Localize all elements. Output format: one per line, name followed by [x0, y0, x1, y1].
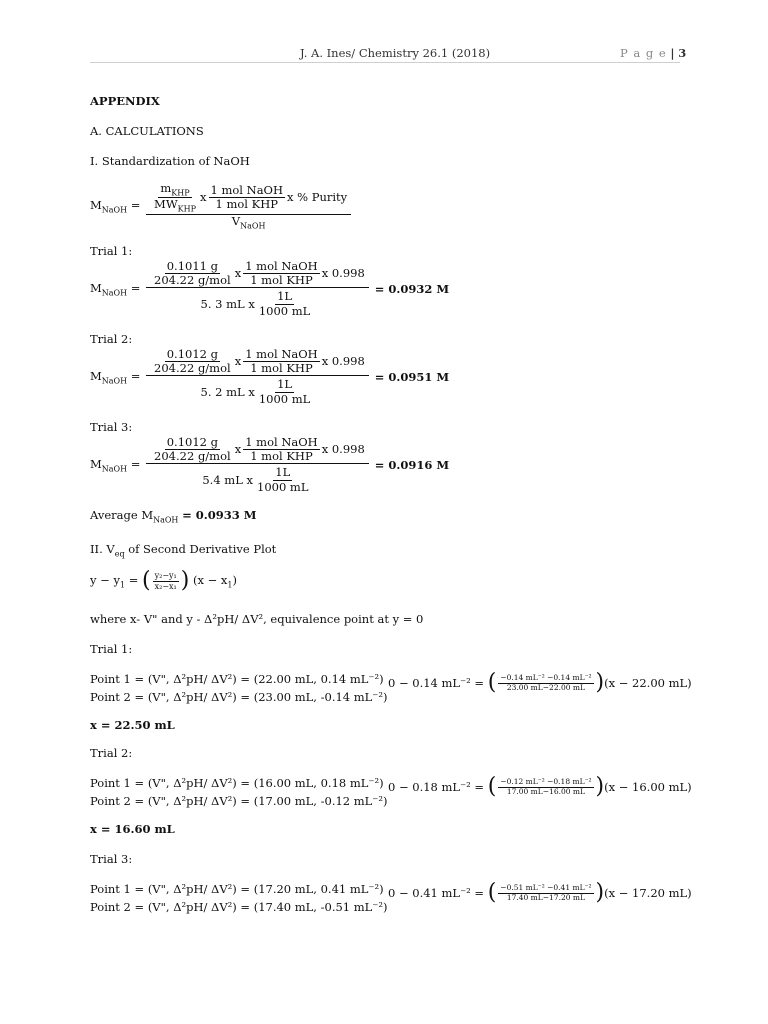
trial-label: Trial 1:	[90, 244, 133, 258]
page-number: 3	[678, 46, 687, 60]
veq-trial-label: Trial 1:	[90, 642, 133, 656]
mass-over-mw: $\frac{m_{KHP}}{MW_{KHP}}$	[154, 181, 196, 214]
equivalence-result: x = 22.50 mL	[90, 718, 175, 732]
mole-ratio: $\frac{\text{1 mol NaOH}}{\text{1 mol KHP}}$	[210, 183, 284, 212]
line-equation: 0 − 0.14 mL⁻² = ( $\frac{\text{−0.14 mL⁻² −0.14 mL⁻²}}{23.00 mL-22.00 mL}$ ) (x − 22.00 mL)	[388, 670, 692, 695]
line-equation: 0 − 0.41 mL⁻² = ( $\frac{\text{−0.51 mL⁻² −0.41 mL⁻²}}{17.40 mL-17.20 mL}$ ) (x − 17.20 mL)	[388, 880, 692, 905]
trial-lhs: $M_{NaOH}$ =	[90, 368, 145, 386]
point-1: Point 1 = (V", Δ²pH/ ΔV²) = (22.00 mL, 0.14 mL⁻²)	[90, 672, 384, 686]
point-2: Point 2 = (V", Δ²pH/ ΔV²) = (23.00 mL, -0.14 mL⁻²)	[90, 690, 388, 704]
veq-trial-label: Trial 2:	[90, 746, 133, 760]
mole-ratio: $\frac{\text{1 mol NaOH}}{\text{1 mol KHP}}$	[245, 259, 318, 288]
header-rule	[90, 62, 680, 63]
trial-fraction: $\frac{0.1012 g}{\text{204.22 g/mol}}$ x $\frac{\text{1 mol NaOH}}{\text{1 mol KHP}}$ x 0.998 5. 2 mL x $\frac{1L}{1000 mL}$	[146, 348, 369, 406]
slope-fraction: $\frac{\text{y₂−y₁}}{\text{x₂−x₁}}$	[154, 571, 177, 591]
trial-result: = 0.0951 M	[374, 369, 450, 384]
point-2: Point 2 = (V", Δ²pH/ ΔV²) = (17.40 mL, -0.51 mL⁻²)	[90, 900, 388, 914]
mass-fraction: $\frac{0.1011 g}{\text{204.22 g/mol}}$	[154, 259, 231, 288]
point-1: Point 1 = (V", Δ²pH/ ΔV²) = (17.20 mL, 0.41 mL⁻²)	[90, 882, 384, 896]
trial-calculation	[90, 436, 449, 494]
where-statement: where x- V" and y - Δ²pH/ ΔV², equivalence point at y = 0	[90, 612, 424, 626]
mass-fraction: $\frac{0.1012 g}{\text{204.22 g/mol}}$	[154, 347, 231, 376]
trial-fraction: $\frac{0.1011 g}{\text{204.22 g/mol}}$ x $\frac{\text{1 mol NaOH}}{\text{1 mol KHP}}$ x 0.998 5. 3 mL x $\frac{1L}{1000 mL}$	[146, 260, 369, 318]
mole-ratio: $\frac{\text{1 mol NaOH}}{\text{1 mol KHP}}$	[245, 435, 318, 464]
trial-label: Trial 3:	[90, 420, 133, 434]
equation-slope: $\frac{\text{−0.12 mL⁻² −0.18 mL⁻²}}{17.00 mL-16.00 mL}$	[500, 776, 592, 796]
trial-calculation	[90, 348, 449, 406]
molarity-formula	[90, 182, 353, 230]
calculations-heading: A. CALCULATIONS	[90, 124, 204, 138]
liter-conversion: $\frac{1L}{1000 mL}$	[258, 377, 311, 406]
average-molarity: Average $M_{NaOH} = 0.0933$ M	[90, 508, 257, 525]
running-header: J. A. Ines/ Chemistry 26.1 (2018)	[300, 46, 491, 60]
equation-slope: $\frac{\text{−0.14 mL⁻² −0.14 mL⁻²}}{23.00 mL-22.00 mL}$	[500, 672, 592, 692]
liter-conversion: $\frac{1L}{1000 mL}$	[258, 289, 311, 318]
mass-fraction: $\frac{0.1012 g}{\text{204.22 g/mol}}$	[154, 435, 231, 464]
trial-label: Trial 2:	[90, 332, 133, 346]
page-indicator	[620, 46, 686, 60]
point-1: Point 1 = (V", Δ²pH/ ΔV²) = (16.00 mL, 0.18 mL⁻²)	[90, 776, 384, 790]
slope-formula: $y - y_1$ = ( $\frac{\text{y₂−y₁}}{\text{x₂−x₁}}$ ) $(x - x_1)$	[90, 568, 237, 593]
standardization-heading: I. Standardization of NaOH	[90, 154, 250, 168]
trial-result: = 0.0932 M	[374, 281, 450, 296]
mole-ratio: $\frac{\text{1 mol NaOH}}{\text{1 mol KHP}}$	[245, 347, 318, 376]
formula-lhs: $M_{NaOH}$ =	[90, 198, 145, 215]
appendix-heading: APPENDIX	[90, 94, 160, 108]
equation-slope: $\frac{\text{−0.51 mL⁻² −0.41 mL⁻²}}{17.40 mL-17.20 mL}$	[500, 882, 592, 902]
veq-trial-label: Trial 3:	[90, 852, 133, 866]
line-equation: 0 − 0.18 mL⁻² = ( $\frac{\text{−0.12 mL⁻² −0.18 mL⁻²}}{17.00 mL-16.00 mL}$ ) (x − 16.00 mL)	[388, 774, 692, 799]
liter-conversion: $\frac{1L}{1000 mL}$	[257, 465, 309, 494]
veq-heading: II. $V_{eq}$ of Second Derivative Plot	[90, 542, 277, 559]
equivalence-result: x = 16.60 mL	[90, 822, 175, 836]
trial-result: = 0.0916 M	[374, 457, 450, 472]
trial-fraction: $\frac{0.1012 g}{\text{204.22 g/mol}}$ x $\frac{\text{1 mol NaOH}}{\text{1 mol KHP}}$ x 0.998 5.4 mL x $\frac{1L}{1000 mL}$	[146, 436, 369, 494]
point-2: Point 2 = (V", Δ²pH/ ΔV²) = (17.00 mL, -0.12 mL⁻²)	[90, 794, 388, 808]
trial-calculation	[90, 260, 449, 318]
trial-lhs: $M_{NaOH}$ =	[90, 456, 145, 474]
page-separator: |	[670, 46, 675, 60]
page-word: P a g e	[620, 46, 667, 60]
trial-lhs: $M_{NaOH}$ =	[90, 280, 145, 298]
formula-big-fraction: $\frac{m_{KHP}}{MW_{KHP}}$ x $\frac{\text{1 mol NaOH}}{\text{1 mol KHP}}$ x % Purity $V_{NaOH}$	[146, 182, 351, 230]
